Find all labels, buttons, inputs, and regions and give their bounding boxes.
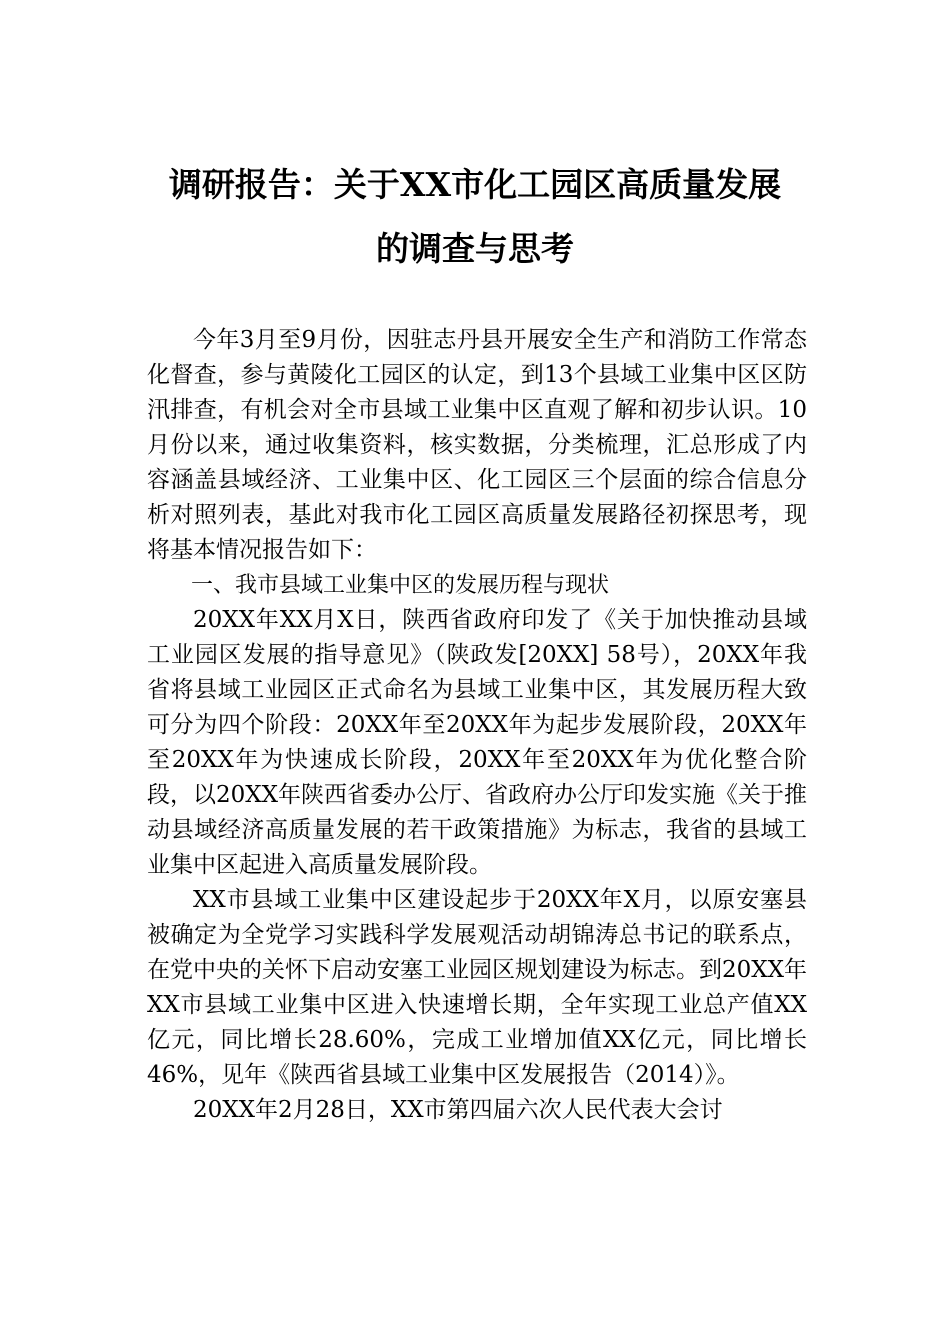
paragraph-city-development: XX市县域工业集中区建设起步于20XX年X月，以原安塞县被确定为全党学习实践科学发展观活动胡锦涛总书记的联系点，在党中央的关怀下启动安塞工业园区规划建设为标志。到20XX年XX市县域工业集中区进入快速增长期，全年实现工业总产值XX亿元，同比增长28.60%，完成工业增加值XX亿元，同比增长46%，见年《陕西省县域工业集中区发展报告（2014）》。 bbox=[147, 887, 808, 1088]
document-title-line1: 调研报告：关于XX市化工园区高质量发展 bbox=[168, 165, 782, 204]
document-title-line2: 的调查与思考 bbox=[376, 229, 574, 268]
paragraph-history: 20XX年XX月X日，陕西省政府印发了《关于加快推动县域工业园区发展的指导意见》（陕政发[20XX] 58号），20XX年我省将县域工业园区正式命名为县域工业集中区，其发展历程大致可分为四个阶段：20XX年至20XX年为起步发展阶段，20XX年至20XX年为快速成长阶段，20XX年至20XX年为优化整合阶段，以20XX年陕西省委办公厅、省政府办公厅印发实施《关于推动县域经济高质量发展的若干政策措施》为标志，我省的县域工业集中区起进入高质量发展阶段。 bbox=[147, 607, 808, 878]
document-body bbox=[147, 323, 807, 1128]
section-heading: 一、我市县域工业集中区的发展历程与现状 bbox=[191, 573, 610, 598]
paragraph-congress: 20XX年2月28日，XX市第四届六次人民代表大会讨 bbox=[193, 1097, 723, 1123]
paragraph-intro: 今年3月至9月份，因驻志丹县开展安全生产和消防工作常态化督查，参与黄陵化工园区的认定，到13个县域工业集中区区防汛排查，有机会对全市县域工业集中区直观了解和初步认识。10月份以来，通过收集资料，核实数据，分类梳理，汇总形成了内容涵盖县域经济、工业集中区、化工园区三个层面的综合信息分析对照列表，基此对我市化工园区高质量发展路径初探思考，现将基本情况报告如下： bbox=[147, 327, 807, 563]
